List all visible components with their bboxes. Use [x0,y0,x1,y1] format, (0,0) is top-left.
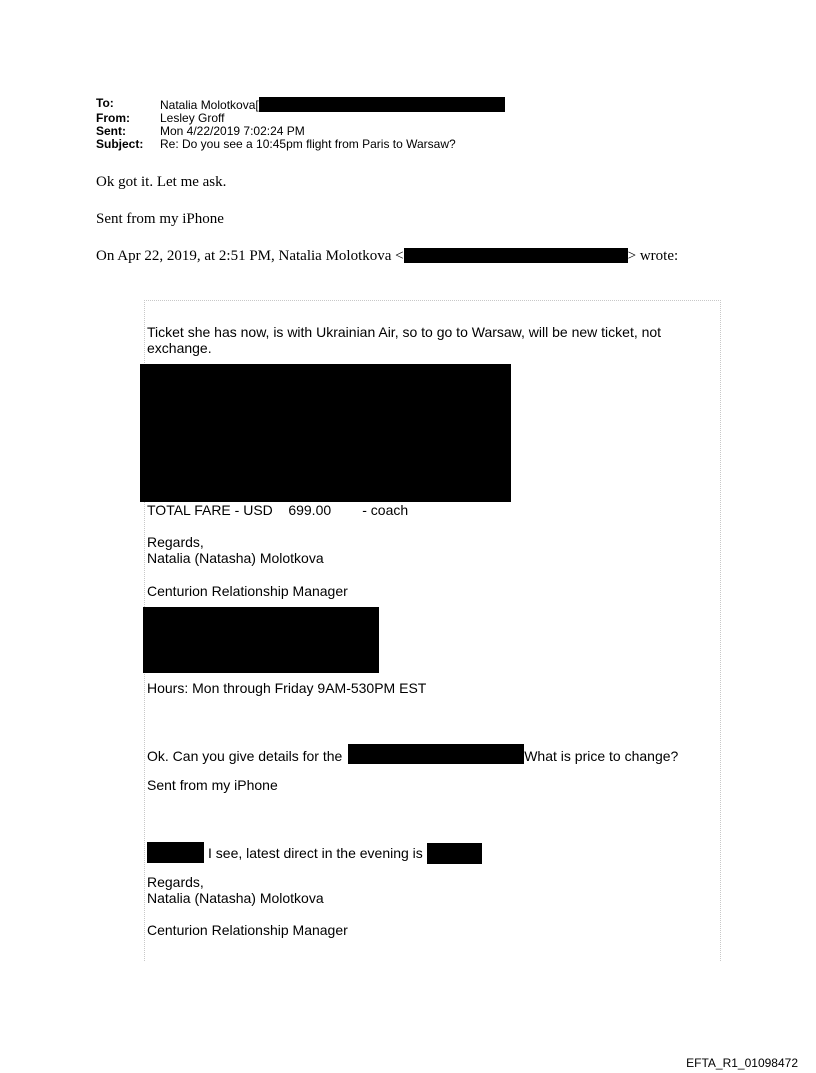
email-header [96,97,505,151]
redaction-box [259,97,505,112]
redaction-box [404,248,628,263]
subject-row [96,138,505,151]
ticket-line-1: Ticket she has now, is with Ukrainian Air, so to go to Warsaw, will be new ticket, not [147,324,662,340]
subject-label: Subject: [96,137,144,151]
redaction-box [427,843,482,864]
ok-suffix: What is price to change? [524,748,679,764]
redaction-box [147,842,204,863]
ok-prefix: Ok. Can you give details for the [147,748,343,764]
ok-line [147,744,678,764]
regards-1: Regards, [147,534,204,550]
to-value [160,97,505,112]
attribution-prefix: On Apr 22, 2019, at 2:51 PM, Natalia Molotkova < [96,248,404,264]
see-text: I see, latest direct in the evening is [208,845,423,861]
bates-number: EFTA_R1_01098472 [686,1056,798,1070]
hours-line: Hours: Mon through Friday 9AM-530PM EST [147,680,427,696]
from-value: Lesley Groff [160,111,225,125]
to-label: To: [96,96,114,110]
redaction-box [140,364,511,502]
total-fare: TOTAL FARE - USD 699.00 - coach [147,502,409,518]
subject-value: Re: Do you see a 10:45pm flight from Paris to Warsaw? [160,137,456,151]
sent-from-iphone: Sent from my iPhone [147,777,278,793]
attribution-suffix: > wrote: [627,248,679,264]
regards-2: Regards, [147,874,204,890]
body-line-attribution [96,248,678,265]
body-line-sent-from: Sent from my iPhone [96,211,224,227]
from-label: From: [96,111,130,125]
redaction-box [348,744,524,764]
sent-label: Sent: [96,124,126,138]
to-row [96,97,505,112]
signature-title-1: Centurion Relationship Manager [147,583,348,599]
ticket-line-2: exchange. [147,340,212,356]
to-value-text: Natalia Molotkova[ [160,98,259,112]
signature-title-2: Centurion Relationship Manager [147,922,348,938]
sent-value: Mon 4/22/2019 7:02:24 PM [160,124,305,138]
see-line [147,842,482,864]
signature-name-1: Natalia (Natasha) Molotkova [147,550,324,566]
body-line-reply: Ok got it. Let me ask. [96,174,227,190]
redaction-box [143,607,379,673]
signature-name-2: Natalia (Natasha) Molotkova [147,890,324,906]
